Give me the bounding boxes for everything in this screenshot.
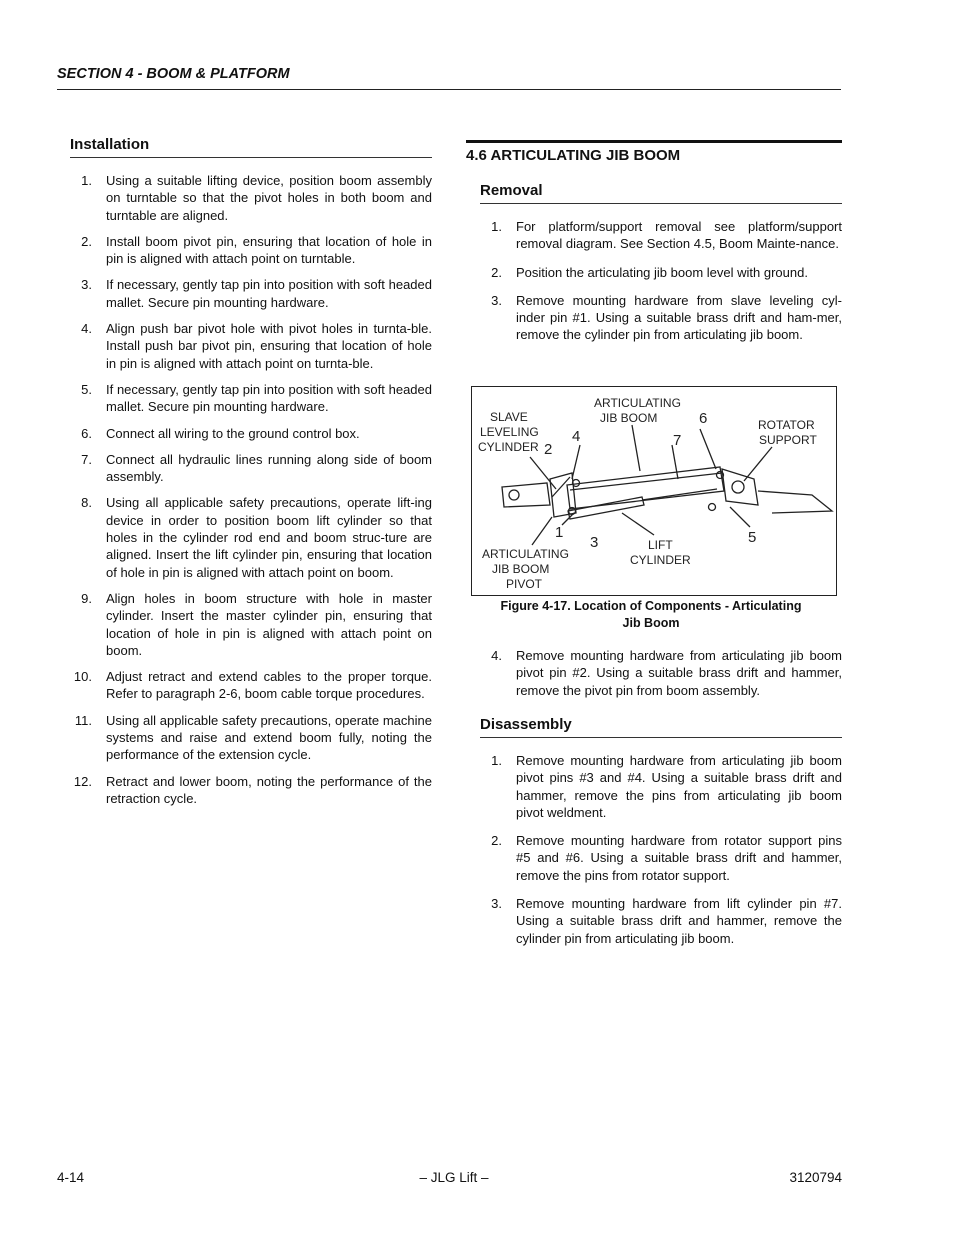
- list-item: [70, 668, 432, 703]
- list-item: [70, 233, 432, 268]
- step-text: Remove mounting hardware from lift cylinder pin #7. Using a suitable brass drift and hammer, remove the cylinder pin from articulating jib boom.: [516, 896, 842, 946]
- label-slave-1: SLAVE: [490, 410, 528, 424]
- step-text: Retract and lower boom, noting the performance of the retraction cycle.: [106, 773, 432, 806]
- step-number: 5.: [81, 381, 92, 397]
- label-pivot-3: PIVOT: [506, 577, 543, 591]
- step-text: Align holes in boom structure with hole in master cylinder. Insert the master cylinder pin, ensuring that location of hole in pin is aligned with attach point on boom.: [106, 590, 432, 658]
- removal-steps: [480, 218, 842, 344]
- rotator-support: [722, 469, 758, 505]
- disassembly-block: [480, 716, 842, 947]
- step-text: Remove mounting hardware from slave leveling cyl-inder pin #1. Using a suitable brass drift and ham-mer, remove the cylinder pin from articulating jib boom.: [516, 292, 842, 343]
- section-header: SECTION 4 - BOOM & PLATFORM: [57, 66, 290, 82]
- list-item: [70, 451, 432, 486]
- jib-boom-figure: [471, 386, 837, 596]
- installation-column: [70, 136, 432, 807]
- step-number: 1.: [491, 219, 502, 234]
- label-pivot-1: ARTICULATING: [482, 547, 569, 561]
- step-number: 4.: [81, 321, 92, 337]
- list-item: [70, 276, 432, 311]
- label-rotator-1: ROTATOR: [758, 418, 815, 432]
- step-text: Adjust retract and extend cables to the proper torque. Refer to paragraph 2-6, boom cable torque procedures.: [106, 669, 432, 702]
- removal-heading: Removal: [480, 182, 842, 204]
- step-text: Remove mounting hardware from articulating jib boom pivot pin #2. Using a suitable brass drift and hammer, remove the pivot pin from boom assembly.: [516, 648, 842, 698]
- list-item: [480, 647, 842, 699]
- list-item: [70, 172, 432, 224]
- list-item: [70, 425, 432, 442]
- list-item: [70, 494, 432, 580]
- removal-continued-block: [480, 647, 842, 699]
- callout-6: 6: [699, 410, 708, 427]
- step-text: Install boom pivot pin, ensuring that location of hole in pin is aligned with attach point on turntable.: [106, 233, 432, 267]
- callout-5: 5: [748, 529, 757, 546]
- jib-boom-diagram: [472, 387, 836, 595]
- step-number: 6.: [81, 425, 92, 441]
- step-number: 3.: [491, 896, 502, 912]
- step-text: Position the articulating jib boom level with ground.: [516, 264, 808, 280]
- callout-3: 3: [590, 534, 599, 551]
- figure-caption-line-2: Jib Boom: [622, 616, 680, 630]
- list-item: [480, 264, 842, 281]
- callout-1: 1: [555, 524, 564, 541]
- step-number: 1.: [81, 173, 92, 188]
- step-number: 2.: [491, 833, 502, 849]
- label-rotator-2: SUPPORT: [759, 433, 817, 447]
- step-number: 4.: [491, 648, 502, 663]
- footer-brand: – JLG Lift –: [419, 1170, 489, 1185]
- step-text: If necessary, gently tap pin into position with soft headed mallet. Secure pin mounting hardware.: [106, 381, 432, 415]
- figure-caption-line-1: Figure 4-17. Location of Components - Articulating: [500, 599, 802, 613]
- list-item: [480, 895, 842, 947]
- label-slave-2: LEVELING: [480, 425, 539, 439]
- step-number: 2.: [81, 233, 92, 249]
- label-slave-3: CYLINDER: [478, 440, 539, 454]
- label-pivot-2: JIB BOOM: [492, 562, 550, 576]
- jib-section-heading: 4.6 ARTICULATING JIB BOOM: [466, 140, 842, 164]
- callout-2: 2: [544, 441, 553, 458]
- step-number: 8.: [81, 495, 92, 511]
- header-rule: [57, 89, 841, 90]
- list-item: [70, 381, 432, 416]
- list-item: [480, 292, 842, 344]
- list-item: [480, 832, 842, 884]
- step-number: 3.: [81, 277, 92, 293]
- disassembly-steps: [480, 752, 842, 947]
- step-number: 2.: [491, 264, 502, 280]
- step-number: 10.: [73, 669, 92, 685]
- step-text: Align push bar pivot hole with pivot holes in turnta-ble. Install push bar pivot pin, ensuring that location of hole in pin is aligned with attach point on turnta-ble.: [106, 321, 432, 371]
- label-lift-1: LIFT: [648, 538, 673, 552]
- step-text: Using all applicable safety precautions, operate lift-ing device in order to position boom lift cylinder so that holes in the cylinder rod end and boom struc-ture are aligned. Insert the lift cylinder pin, ensuring that location of hole in pin is aligned with attach point on boom.: [106, 495, 432, 580]
- step-number: 9.: [81, 590, 92, 606]
- label-lift-2: CYLINDER: [630, 553, 691, 567]
- list-item: [480, 218, 842, 253]
- step-text: For platform/support removal see platform/support removal diagram. See Section 4.5, Boom Mainte-nance.: [516, 219, 842, 252]
- callout-7: 7: [673, 432, 682, 449]
- step-text: Connect all hydraulic lines running along side of boom assembly.: [106, 451, 432, 485]
- step-number: 7.: [81, 451, 92, 467]
- step-text: Remove mounting hardware from rotator support pins #5 and #6. Using a suitable brass drift and hammer, remove the pins from rotator support.: [516, 833, 842, 883]
- list-item: [70, 320, 432, 372]
- footer-doc-number: 3120794: [789, 1170, 842, 1185]
- installation-steps: [70, 172, 432, 807]
- step-number: 11.: [74, 712, 92, 728]
- step-text: Connect all wiring to the ground control box.: [106, 425, 360, 441]
- step-number: 12.: [73, 773, 92, 789]
- list-item: [70, 590, 432, 659]
- list-item: [70, 712, 432, 764]
- step-text: If necessary, gently tap pin into position with soft headed mallet. Secure pin mounting hardware.: [106, 277, 432, 310]
- list-item: [70, 773, 432, 808]
- disassembly-heading: Disassembly: [480, 716, 842, 738]
- label-jib-2: JIB BOOM: [600, 411, 658, 425]
- installation-heading: Installation: [70, 136, 432, 158]
- step-text: Using a suitable lifting device, position boom assembly on turntable so that the pivot holes in both boom and turntable are aligned.: [106, 173, 432, 223]
- step-number: 1.: [491, 753, 502, 768]
- list-item: [480, 752, 842, 821]
- jib-heading-block: [466, 140, 842, 164]
- label-jib-1: ARTICULATING: [594, 396, 681, 410]
- footer-page-number: 4-14: [57, 1170, 85, 1185]
- figure-caption: [471, 598, 831, 632]
- step-number: 3.: [491, 292, 502, 308]
- step-text: Using all applicable safety precautions, operate machine systems and raise and extend boom fully, noting the performance of the extension cycle.: [106, 712, 432, 763]
- removal-steps-continued: [480, 647, 842, 699]
- step-text: Remove mounting hardware from articulating jib boom pivot pins #3 and #4. Using a suitable brass drift and hammer, remove the pins from articulating jib boom pivot weldment.: [516, 753, 842, 820]
- removal-block: [480, 182, 842, 344]
- callout-4: 4: [572, 428, 581, 445]
